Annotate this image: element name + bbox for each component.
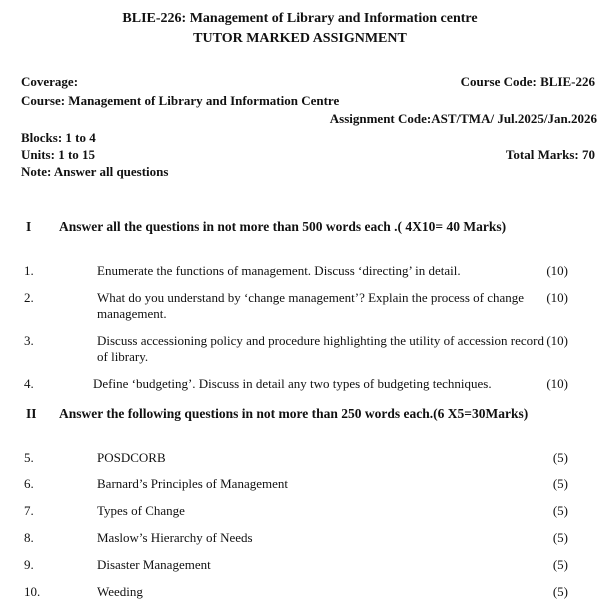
question-marks: (10) (546, 263, 568, 278)
question-marks: (5) (552, 450, 568, 465)
question-text: Weeding (97, 584, 143, 599)
section-heading: Answer the following questions in not more than 250 words each.(6 X5=30Marks) (59, 406, 529, 421)
document-title: BLIE-226: Management of Library and Information centre (122, 11, 478, 26)
question-text: Discuss accessioning policy and procedure highlighting the utility of accession record of library. (97, 333, 544, 364)
question-marks: (5) (552, 557, 568, 572)
assignment-code: Assignment Code:AST/TMA/ Jul.2025/Jan.2026 (329, 111, 597, 126)
question-marks: (5) (552, 476, 568, 491)
section-numeral: I (26, 219, 32, 234)
coverage-label: Coverage: (21, 74, 79, 89)
course-name: Course: Management of Library and Information Centre (21, 93, 340, 108)
question-text: Define ‘budgeting’. Discuss in detail any two types of budgeting techniques. (93, 376, 492, 391)
total-marks: Total Marks: 70 (505, 147, 595, 162)
question-number: 7. (24, 503, 34, 518)
question-text: POSDCORB (97, 450, 166, 465)
question-number: 6. (24, 476, 34, 491)
question-number: 1. (24, 263, 34, 278)
question-text: What do you understand by ‘change management’? Explain the process of change management. (97, 290, 525, 321)
question-text: Disaster Management (97, 557, 211, 572)
question-text: Maslow’s Hierarchy of Needs (97, 530, 253, 545)
question-marks: (5) (552, 530, 568, 545)
question-marks: (5) (552, 584, 568, 599)
section-numeral: II (26, 406, 37, 421)
question-marks: (5) (552, 503, 568, 518)
blocks-info: Blocks: 1 to 4 (21, 130, 96, 145)
question-text: Types of Change (97, 503, 185, 518)
units-info: Units: 1 to 15 (21, 147, 96, 162)
question-text: Barnard’s Principles of Management (97, 476, 288, 491)
question-number: 10. (24, 584, 41, 599)
note: Note: Answer all questions (21, 164, 169, 179)
question-marks: (10) (546, 376, 568, 391)
question-number: 3. (24, 333, 34, 348)
question-text: Enumerate the functions of management. Discuss ‘directing’ in detail. (97, 263, 461, 278)
question-number: 4. (24, 376, 34, 391)
question-marks: (10) (546, 333, 568, 348)
question-number: 2. (24, 290, 34, 305)
question-number: 9. (24, 557, 34, 572)
section-heading: Answer all the questions in not more than 500 words each .( 4X10= 40 Marks) (59, 219, 507, 234)
question-marks: (10) (546, 290, 568, 305)
question-number: 8. (24, 530, 34, 545)
course-code: Course Code: BLIE-226 (460, 74, 595, 89)
document-subtitle: TUTOR MARKED ASSIGNMENT (193, 31, 407, 46)
question-number: 5. (24, 450, 34, 465)
